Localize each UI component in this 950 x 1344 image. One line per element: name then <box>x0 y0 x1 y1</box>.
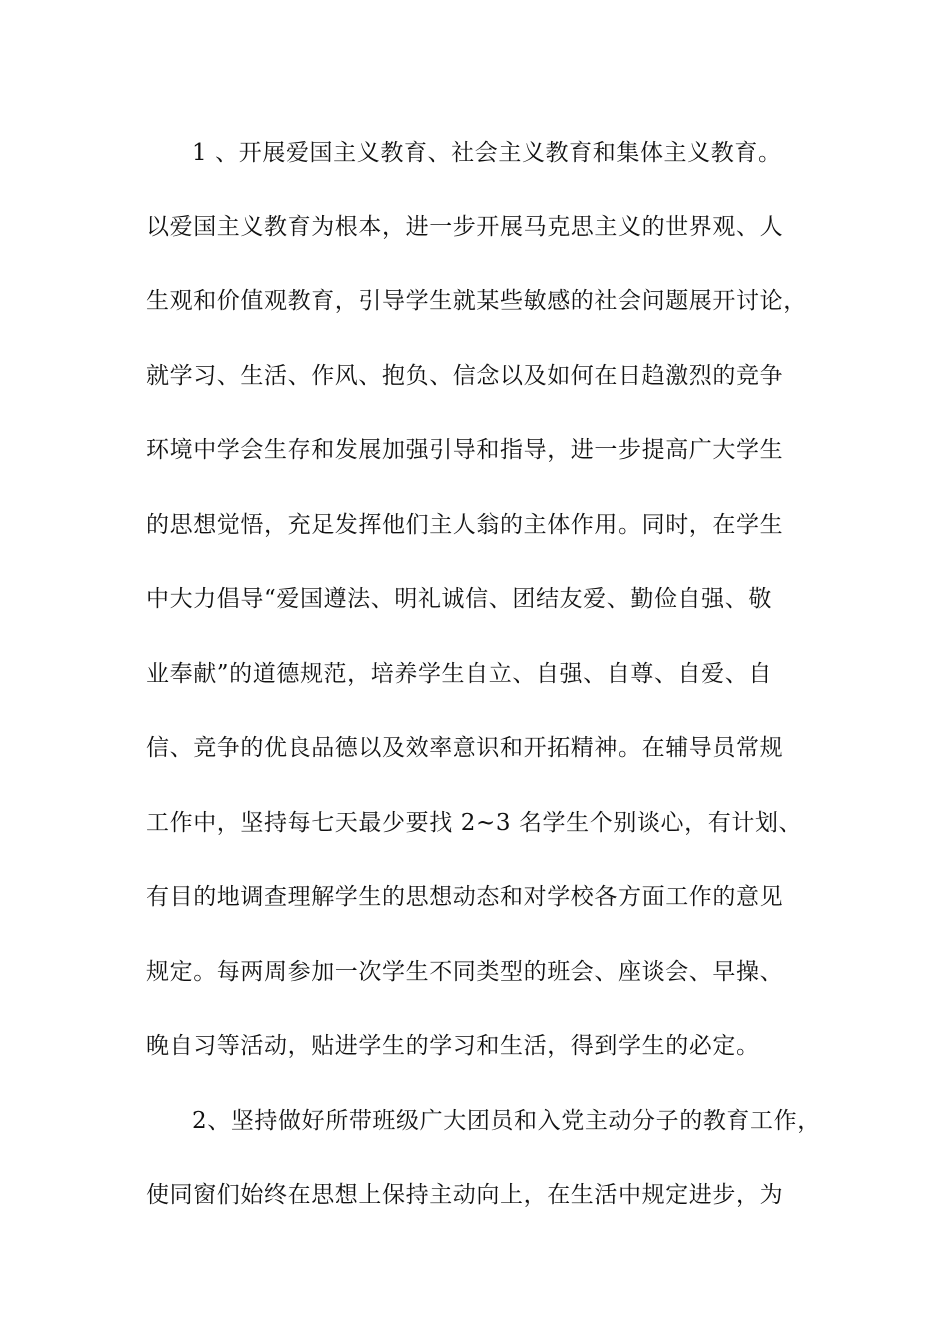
text-line: 中大力倡导“爱国遵法、明礼诚信、团结友爱、勤俭自强、敬 <box>146 586 772 612</box>
text-line: 有目的地调查理解学生的思想动态和对学校各方面工作的意见 <box>146 884 784 910</box>
text-line: 信、竞争的优良品德以及效率意识和开拓精神。在辅导员常规 <box>146 735 784 761</box>
text-line: 规定。每两周参加一次学生不同类型的班会、座谈会、早操、 <box>146 959 784 985</box>
text-line: 生观和价值观教育，引导学生就某些敏感的社会问题展开讨论， <box>146 288 807 314</box>
text-line: 晚自习等活动，贴进学生的学习和生活，得到学生的必定。 <box>146 1033 760 1059</box>
text-line: 的思想觉悟，充足发挥他们主人翁的主体作用。同时，在学生 <box>146 512 784 538</box>
text-line: 使同窗们始终在思想上保持主动向上，在生活中规定进步，为 <box>146 1182 784 1208</box>
text-line: 就学习、生活、作风、抱负、信念以及如何在日趋激烈的竞争 <box>146 363 784 389</box>
paragraph-1-heading-line: 1 、开展爱国主义教育、社会主义教育和集体主义教育。 <box>192 140 782 166</box>
text-line: 业奉献”的道德规范，培养学生自立、自强、自尊、自爱、自 <box>146 661 772 687</box>
text-line: 以爱国主义教育为根本，进一步开展马克思主义的世界观、人 <box>146 214 784 240</box>
text-line: 环境中学会生存和发展加强引导和指导，进一步提高广大学生 <box>146 437 784 463</box>
paragraph-2-heading-line: 2、坚持做好所带班级广大团员和入党主动分子的教育工作， <box>192 1108 821 1134</box>
text-line: 工作中，坚持每七天最少要找 2~3 名学生个别谈心，有计划、 <box>146 810 803 836</box>
